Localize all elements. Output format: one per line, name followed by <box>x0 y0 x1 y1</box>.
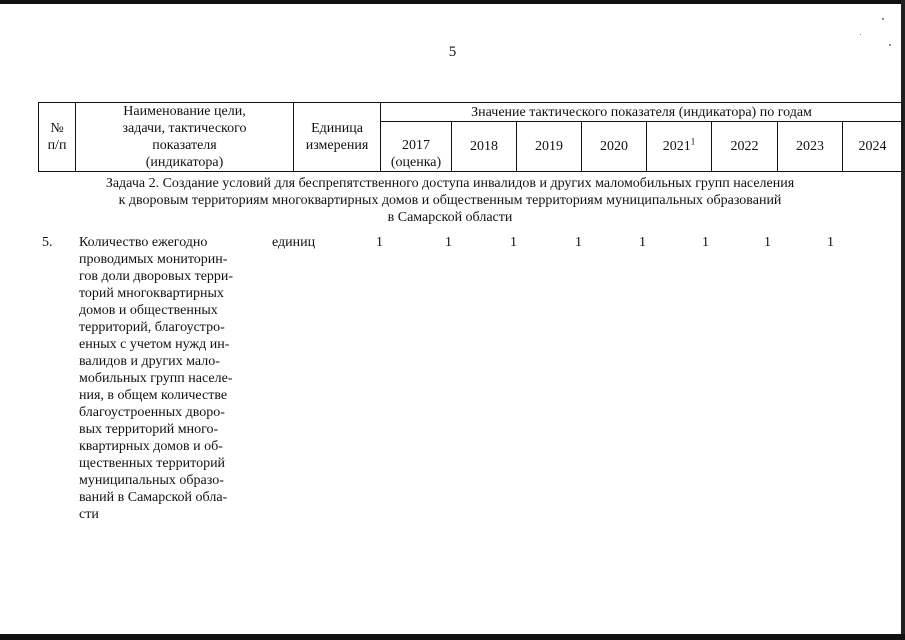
col-header-unit-line: измерения <box>305 138 369 153</box>
value-2022: 1 <box>702 235 709 250</box>
value-2018: 1 <box>445 235 452 250</box>
indicator-name-line: Количество ежегодно <box>79 235 208 250</box>
scan-speck <box>860 34 861 35</box>
page-border-top <box>0 0 905 4</box>
value-2020: 1 <box>575 235 582 250</box>
year-header-2023 <box>778 122 843 172</box>
year-header-2017 <box>381 122 452 172</box>
col-header-name-line: (индикатора) <box>145 155 224 170</box>
year-label: 2018 <box>470 139 498 154</box>
value-2017: 1 <box>376 235 383 250</box>
indicator-name-line: вых территорий много- <box>79 422 219 437</box>
col-header-values-group: Значение тактического показателя (индикатора) по годам <box>381 103 903 122</box>
task-heading-line: Задача 2. Создание условий для беспрепятственного доступа инвалидов и других маломобильных групп населения <box>105 176 795 191</box>
indicator-name-line: валидов и других мало- <box>79 354 220 369</box>
year-header-2021 <box>647 122 712 172</box>
indicator-name-line: благоустроенных дворо- <box>79 405 225 420</box>
page-number: 5 <box>448 44 457 60</box>
col-header-name-line: задачи, тактического <box>122 121 247 136</box>
indicator-name-line: проводимых мониторин- <box>79 252 228 267</box>
indicator-name-line: щественных территорий <box>79 456 226 471</box>
col-header-name-line: Наименование цели, <box>123 104 246 119</box>
year-header-2019 <box>517 122 582 172</box>
task-heading <box>38 175 862 226</box>
year-label: 2019 <box>535 139 563 154</box>
col-header-name-line: показателя <box>152 138 217 153</box>
indicator-name-line: муниципальных образо- <box>79 473 224 488</box>
col-header-number <box>39 103 76 172</box>
header-table <box>38 102 903 172</box>
page-border-bottom <box>0 634 905 640</box>
page-border-right <box>901 0 905 640</box>
scan-speck <box>882 18 884 20</box>
indicator-name-line: домов и общественных <box>79 303 218 318</box>
year-label: 2024 <box>858 139 887 154</box>
col-header-name <box>76 103 294 172</box>
footnote-marker: 1 <box>690 136 696 147</box>
indicator-name-line: ваний в Самарской обла- <box>79 490 228 505</box>
row-number: 5. <box>42 235 53 250</box>
unit-value: единиц <box>272 235 316 250</box>
value-2019: 1 <box>510 235 517 250</box>
year-note: (оценка) <box>390 155 442 170</box>
value-2021: 1 <box>639 235 646 250</box>
col-header-unit <box>294 103 381 172</box>
col-header-number-line1: № <box>50 121 64 136</box>
indicator-name-line: торий многоквартирных <box>79 286 224 301</box>
task-heading-line: к дворовым территориям многоквартирных домов и общественным территориям муниципальных образований <box>118 193 782 208</box>
year-label: 2023 <box>796 139 824 154</box>
value-2024: 1 <box>827 235 834 250</box>
year-header-2018 <box>452 122 517 172</box>
year-header-2024 <box>843 122 903 172</box>
task-heading-line: в Самарской области <box>387 210 513 225</box>
col-header-unit-line: Единица <box>311 121 363 136</box>
indicator-name-line: гов доли дворовых терри- <box>79 269 234 284</box>
year-header-2020 <box>582 122 647 172</box>
year-label: 2020 <box>600 139 628 154</box>
year-header-2022 <box>712 122 778 172</box>
indicator-name-line: мобильных групп населе- <box>79 371 233 386</box>
value-2023: 1 <box>764 235 771 250</box>
indicator-name <box>79 234 250 523</box>
indicator-name-line: ния, в общем количестве <box>79 388 228 403</box>
indicator-name-line: сти <box>79 507 99 522</box>
year-label: 2017 <box>402 138 430 153</box>
year-label: 2022 <box>730 139 759 154</box>
indicator-name-line: квартирных домов и об- <box>79 439 223 454</box>
year-label: 2021 <box>662 139 691 154</box>
indicator-name-line: территорий, благоустро- <box>79 320 225 335</box>
col-header-number-line2: п/п <box>47 138 67 153</box>
indicator-name-line: енных с учетом нужд ин- <box>79 337 230 352</box>
